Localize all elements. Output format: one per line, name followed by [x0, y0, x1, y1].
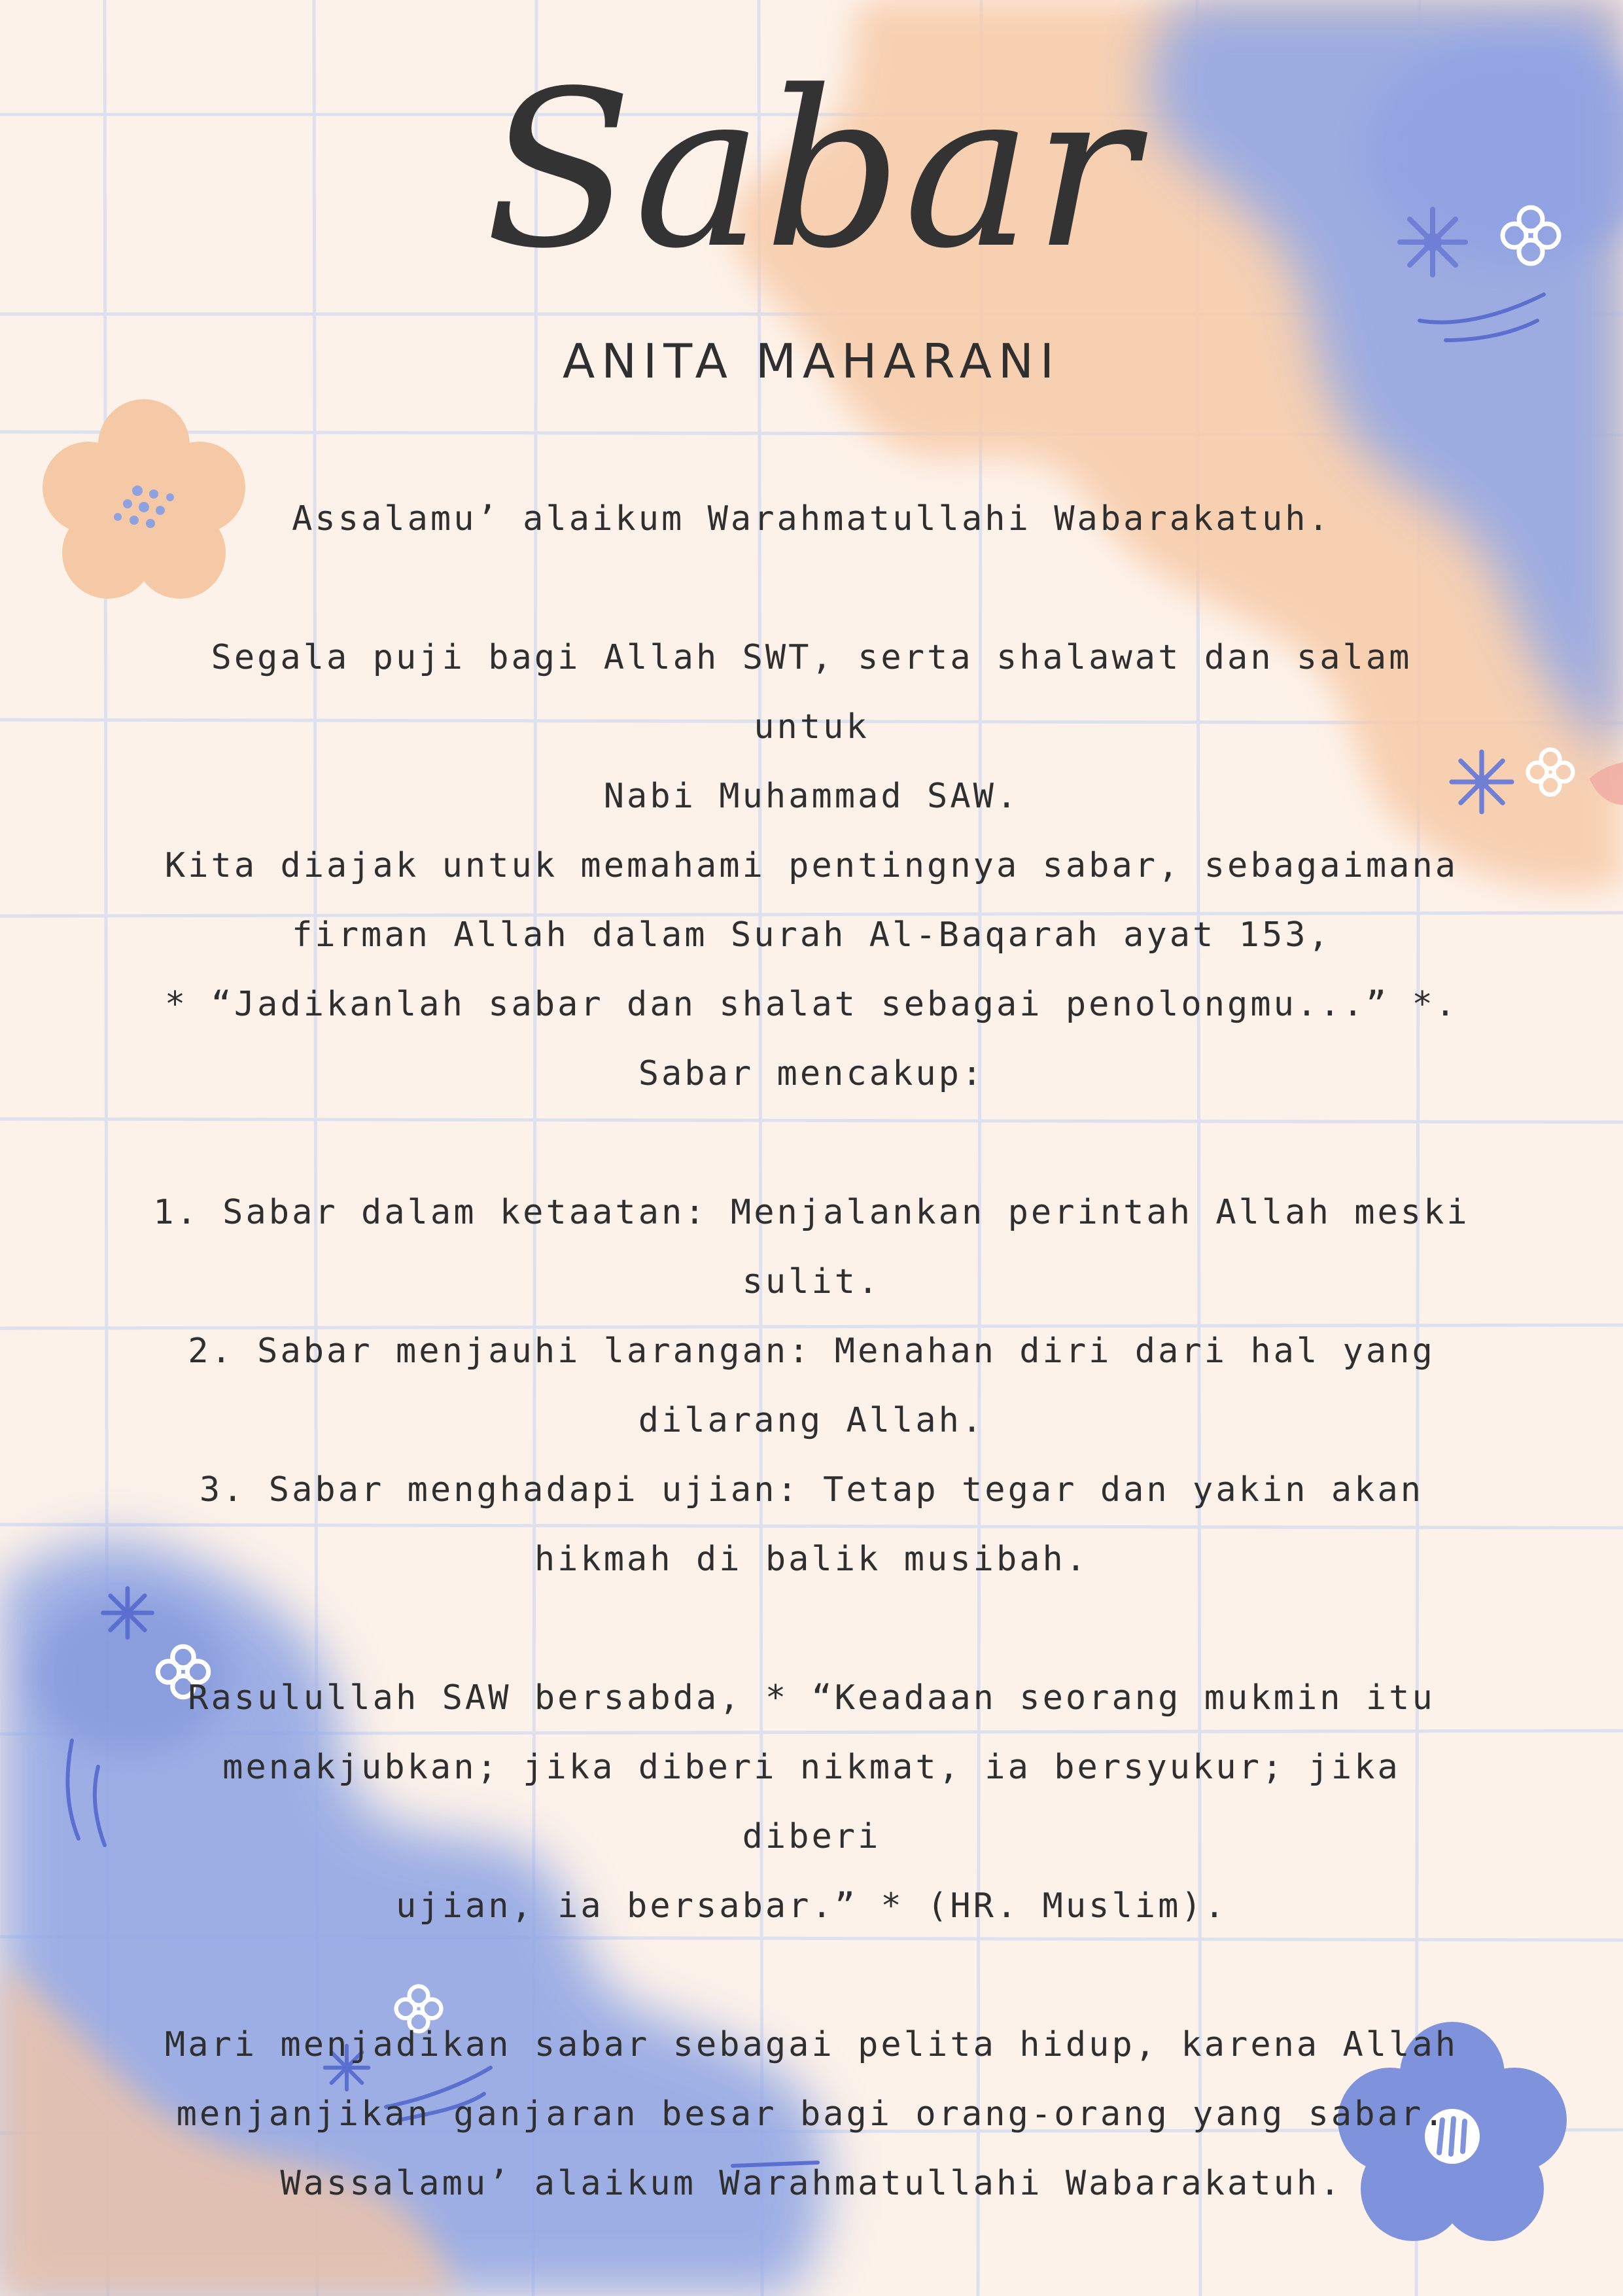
body-text [150, 484, 1473, 2218]
closing-line: Mari menjadikan sabar sebagai pelita hidup, karena Allah [164, 2025, 1459, 2064]
sparkle-flower-icon [1524, 746, 1577, 798]
list-item: 3. Sabar menghadapi ujian: Tetap tegar dan yakin akan [199, 1470, 1424, 1510]
intro-line: Segala puji bagi Allah SWT, serta shalawat dan salam untuk [211, 638, 1412, 747]
list-item: 1. Sabar dalam ketaatan: Menjalankan perintah Allah meski [153, 1193, 1470, 1232]
hadith-line: menakjubkan; jika diberi nikmat, ia bersyukur; jika diberi [222, 1748, 1401, 1856]
list-item: dilarang Allah. [638, 1401, 985, 1440]
page-title: Sabar [485, 44, 1138, 296]
hadith-line: ujian, ia bersabar.” * (HR. Muslim). [395, 1886, 1228, 1926]
intro-line: Nabi Muhammad SAW. [603, 777, 1020, 816]
list-item: sulit. [742, 1262, 881, 1301]
hadith-line: Rasulullah SAW bersabda, * “Keadaan seorang mukmin itu [188, 1678, 1435, 1718]
list-item: 2. Sabar menjauhi larangan: Menahan diri dari hal yang [188, 1332, 1435, 1371]
list-item: hikmah di balik musibah. [534, 1540, 1089, 1579]
closing-line: menjanjikan ganjaran besar bagi orang-orang yang sabar. [176, 2094, 1447, 2134]
star-icon [98, 1583, 157, 1642]
intro-line: Sabar mencakup: [638, 1054, 985, 1093]
swoosh-lines-icon [52, 1727, 124, 1858]
author-name: ANITA MAHARANI [562, 334, 1061, 389]
closing-line: Wassalamu’ alaikum Warahmatullahi Wabarakatuh. [280, 2164, 1343, 2203]
intro-line: firman Allah dalam Surah Al-Baqarah ayat 153, [292, 915, 1331, 955]
quote-line: * “Jadikanlah sabar dan shalat sebagai penolongmu...” *. [164, 985, 1459, 1024]
intro-line: Kita diajak untuk memahami pentingnya sabar, sebagaimana [164, 846, 1459, 885]
greeting-line: Assalamu’ alaikum Warahmatullahi Wabarakatuh. [292, 499, 1331, 539]
